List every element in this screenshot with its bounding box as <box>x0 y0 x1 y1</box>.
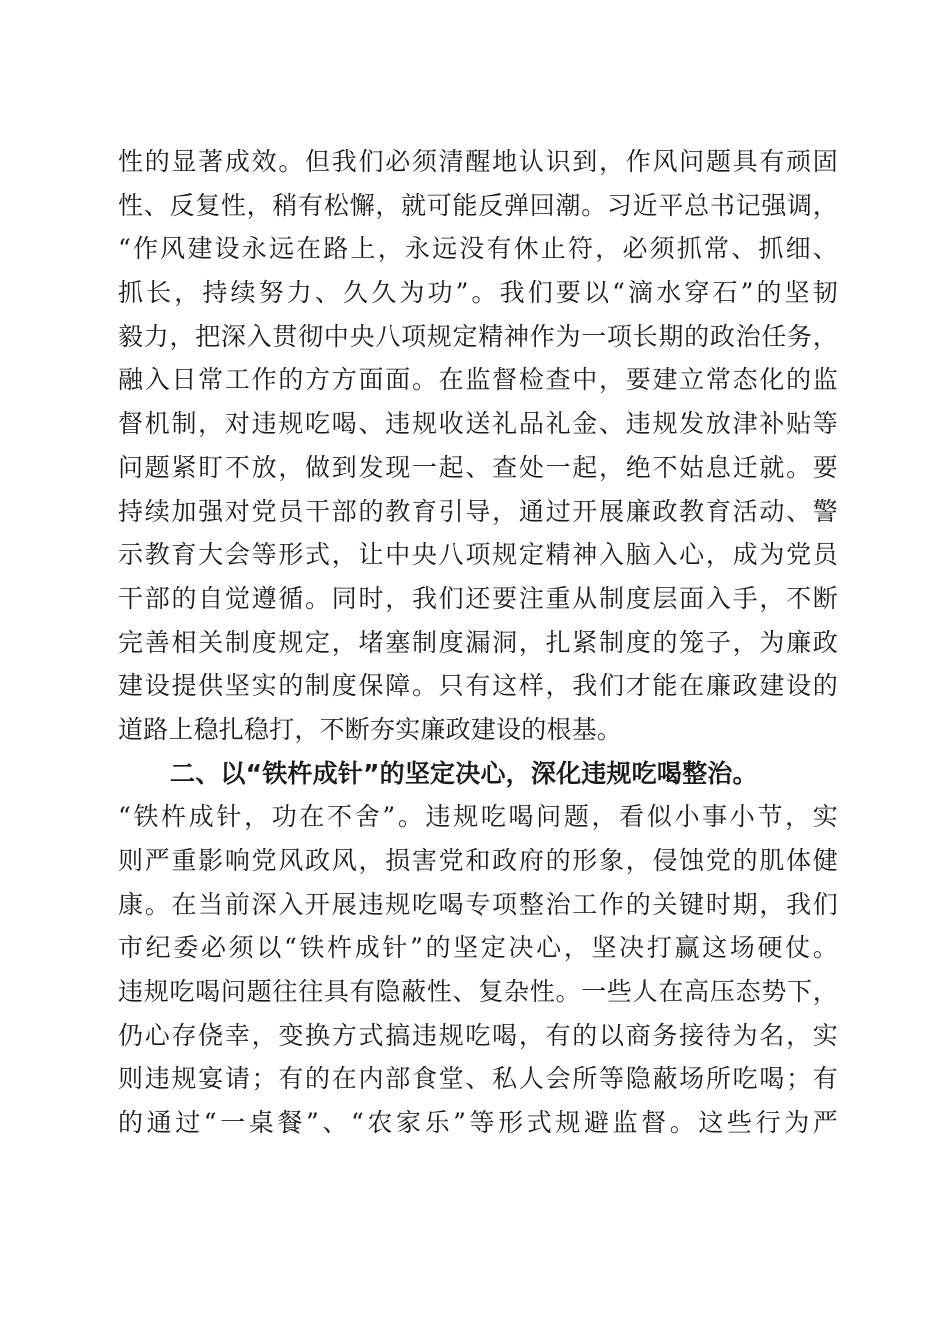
text-line: 康。在当前深入开展违规吃喝专项整治工作的关键时期，我们 <box>118 889 838 919</box>
text-line: 建设提供坚实的制度保障。只有这样，我们才能在廉政建设的 <box>118 671 838 701</box>
text-line: 抓长，持续努力、久久为功”。我们要以“滴水穿石”的坚韧 <box>118 278 838 308</box>
text-line: 违规吃喝问题往往具有隐蔽性、复杂性。一些人在高压态势下， <box>118 977 838 1007</box>
section-heading: 二、以“铁杵成针”的坚定决心，深化违规吃喝整治。 <box>170 758 758 788</box>
text-line: 完善相关制度规定，堵塞制度漏洞，扎紧制度的笼子，为廉政 <box>118 627 838 657</box>
text-line: 持续加强对党员干部的教育引导，通过开展廉政教育活动、警 <box>118 496 838 526</box>
text-line: 问题紧盯不放，做到发现一起、查处一起，绝不姑息迁就。要 <box>118 452 838 482</box>
text-line: 性的显著成效。但我们必须清醒地认识到，作风问题具有顽固 <box>118 147 838 176</box>
body-text <box>118 140 838 1145</box>
text-line: 督机制，对违规吃喝、违规收送礼品礼金、违规发放津补贴等 <box>118 409 838 439</box>
text-line: 则违规宴请；有的在内部食堂、私人会所等隐蔽场所吃喝；有 <box>118 1064 838 1094</box>
text-line: 融入日常工作的方方面面。在监督检查中，要建立常态化的监 <box>118 365 838 395</box>
text-line: 道路上稳扎稳打，不断夯实廉政建设的根基。 <box>118 714 623 744</box>
text-line: 毅力，把深入贯彻中央八项规定精神作为一项长期的政治任务， <box>118 321 838 351</box>
text-line: 市纪委必须以“铁杵成针”的坚定决心，坚决打赢这场硬仗。 <box>118 933 838 963</box>
text-line: “铁杵成针，功在不舍”。违规吃喝问题，看似小事小节，实 <box>118 802 838 832</box>
text-line: 性、反复性，稍有松懈，就可能反弹回潮。习近平总书记强调， <box>118 190 838 220</box>
text-line: 仍心存侥幸，变换方式搞违规吃喝，有的以商务接待为名，实 <box>118 1020 838 1050</box>
text-line: 则严重影响党风政风，损害党和政府的形象，侵蚀党的肌体健 <box>118 846 838 875</box>
text-line: 示教育大会等形式，让中央八项规定精神入脑入心，成为党员 <box>118 540 838 570</box>
text-line: 的通过“一桌餐”、“农家乐”等形式规避监督。这些行为严 <box>118 1108 838 1138</box>
text-line: “作风建设永远在路上，永远没有休止符，必须抓常、抓细、 <box>118 234 838 264</box>
text-line: 干部的自觉遵循。同时，我们还要注重从制度层面入手，不断 <box>118 583 838 613</box>
